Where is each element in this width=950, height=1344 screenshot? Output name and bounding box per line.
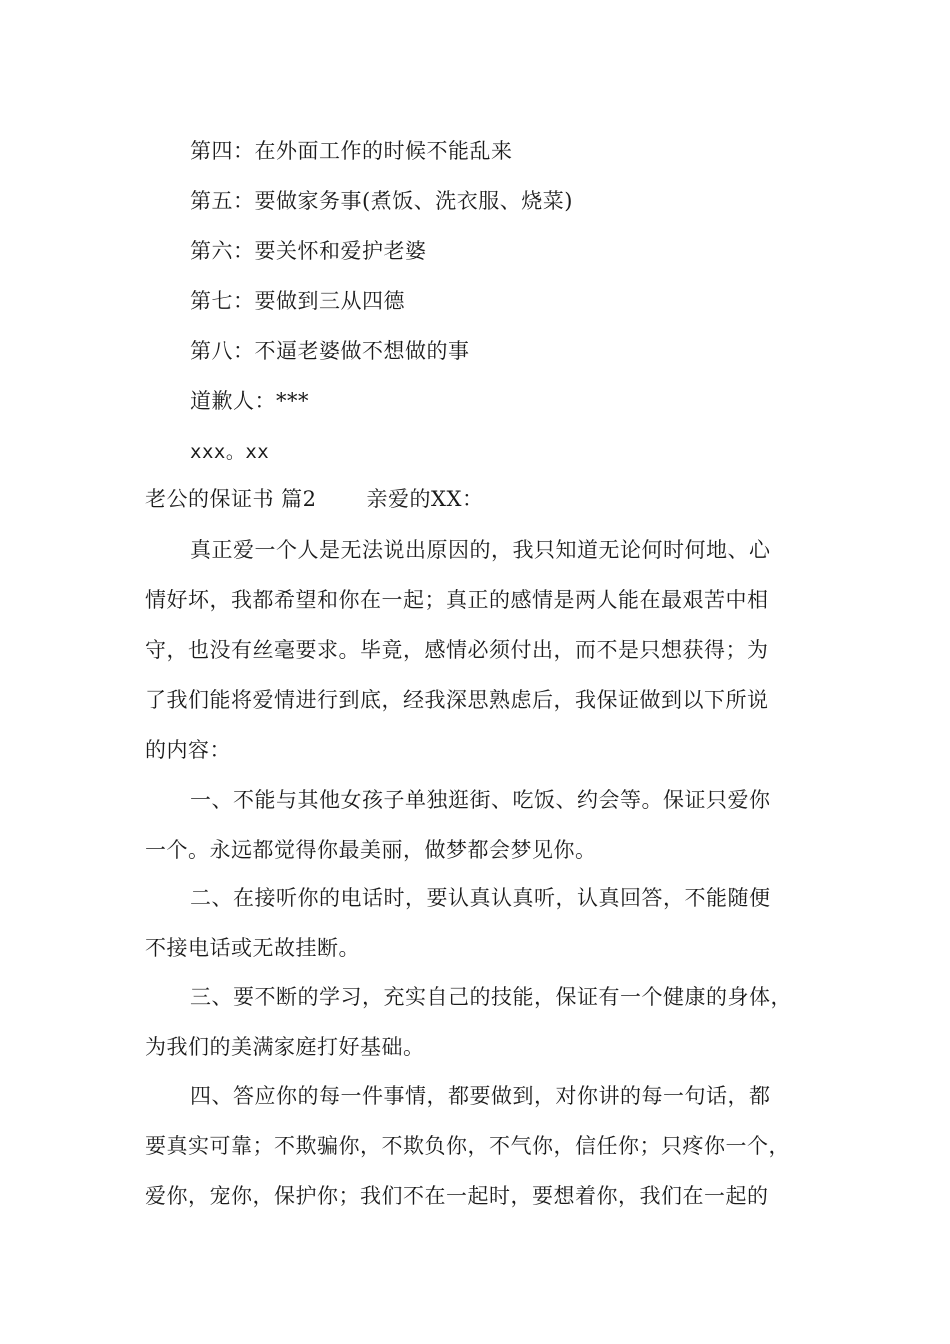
body-line: 真正爱一个人是无法说出原因的，我只知道无论何时何地、心: [190, 538, 771, 562]
rule-item-7: 第七：要做到三从四德: [190, 289, 405, 313]
body-line: 二、在接听你的电话时，要认真认真听，认真回答，不能随便: [190, 886, 771, 910]
body-line: 一、不能与其他女孩子单独逛街、吃饭、约会等。保证只爱你: [190, 788, 771, 812]
section-title: 老公的保证书 篇2: [145, 487, 317, 511]
body-line: 情好坏，我都希望和你在一起；真正的感情是两人能在最艰苦中相: [145, 588, 769, 612]
section-heading-row: [145, 484, 483, 514]
rule-item-8: 第八：不逼老婆做不想做的事: [190, 339, 470, 363]
body-line: 一个。永远都觉得你最美丽，做梦都会梦见你。: [145, 838, 597, 862]
body-line: 四、答应你的每一件事情，都要做到，对你讲的每一句话，都: [190, 1084, 771, 1108]
body-line: 要真实可靠；不欺骗你，不欺负你，不气你，信任你；只疼你一个，: [145, 1134, 790, 1158]
body-line: 了我们能将爱情进行到底，经我深思熟虑后，我保证做到以下所说: [145, 688, 769, 712]
body-line: 爱你，宠你，保护你；我们不在一起时，要想着你，我们在一起的: [145, 1184, 769, 1208]
signature-date: xxx。xx: [190, 441, 270, 463]
body-line: 不接电话或无故挂断。: [145, 936, 360, 960]
rule-item-6: 第六：要关怀和爱护老婆: [190, 239, 427, 263]
rule-item-5: 第五：要做家务事(煮饭、洗衣服、烧菜): [190, 189, 573, 213]
body-line: 守，也没有丝毫要求。毕竟，感情必须付出，而不是只想获得；为: [145, 638, 769, 662]
salutation: 亲爱的XX：: [366, 487, 484, 511]
rule-item-4: 第四：在外面工作的时候不能乱来: [190, 139, 513, 163]
body-line: 为我们的美满家庭打好基础。: [145, 1035, 425, 1059]
body-line: 三、要不断的学习，充实自己的技能，保证有一个健康的身体，: [190, 985, 792, 1009]
body-line: 的内容：: [145, 738, 231, 762]
apologizer-signature: 道歉人：***: [190, 389, 309, 413]
